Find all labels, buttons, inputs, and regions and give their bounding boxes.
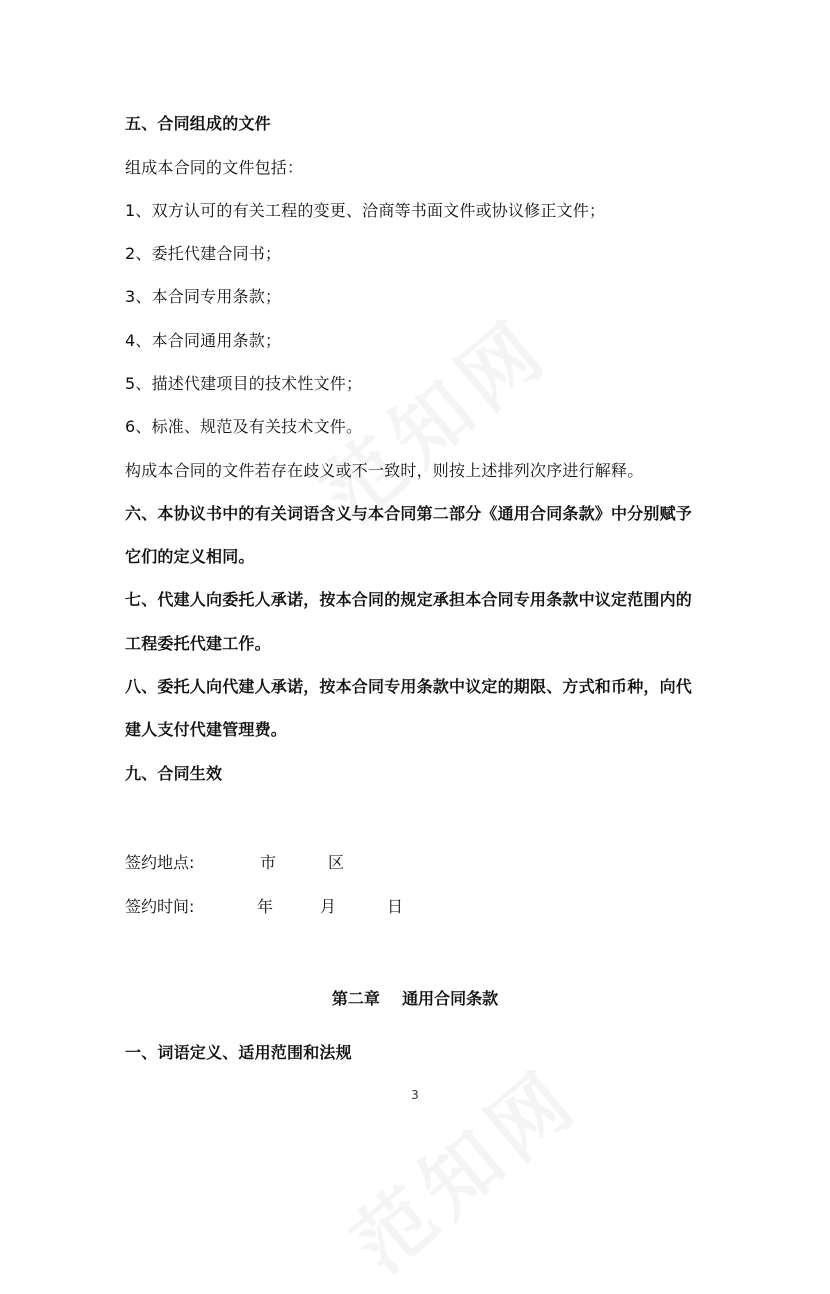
chapter-title bbox=[0, 988, 830, 1010]
page-number: 3 bbox=[411, 1088, 419, 1102]
signing-month: 月 bbox=[320, 897, 337, 916]
section-heading-6: 六、本协议书中的有关词语含义与本合同第二部分《通用合同条款》中分别赋予 bbox=[125, 504, 693, 523]
list-item: 4、本合同通用条款； bbox=[125, 331, 282, 350]
signing-day: 日 bbox=[387, 897, 404, 916]
paragraph-line: 构成本合同的文件若存在歧义或不一致时，则按上述排列次序进行解释。 bbox=[125, 461, 644, 480]
list-item: 6、标准、规范及有关技术文件。 bbox=[125, 417, 363, 436]
section-heading-9: 九、合同生效 bbox=[125, 764, 223, 783]
section-heading-8-cont: 建人支付代建管理费。 bbox=[125, 720, 288, 739]
signing-year: 年 bbox=[257, 897, 274, 916]
chapter-number: 第二章 bbox=[331, 989, 380, 1008]
section-heading-6-cont: 它们的定义相同。 bbox=[125, 547, 255, 566]
list-item: 2、委托代建合同书； bbox=[125, 244, 282, 263]
section-heading-7-cont: 工程委托代建工作。 bbox=[125, 634, 271, 653]
paragraph-line: 组成本合同的文件包括： bbox=[125, 158, 304, 177]
section-heading-7: 七、代建人向委托人承诺，按本合同的规定承担本合同专用条款中议定范围内的 bbox=[125, 590, 693, 609]
list-item: 1、双方认可的有关工程的变更、洽商等书面文件或协议修正文件； bbox=[125, 201, 606, 220]
signing-city: 市 bbox=[260, 853, 277, 872]
list-item: 3、本合同专用条款； bbox=[125, 287, 282, 306]
chapter-name: 通用合同条款 bbox=[402, 989, 499, 1008]
section-heading-1: 一、词语定义、适用范围和法规 bbox=[125, 1043, 352, 1062]
signing-district: 区 bbox=[328, 853, 345, 872]
list-item: 5、描述代建项目的技术性文件； bbox=[125, 374, 363, 393]
signing-time-label: 签约时间: bbox=[125, 897, 195, 916]
section-heading-5: 五、合同组成的文件 bbox=[125, 114, 271, 133]
watermark bbox=[325, 1038, 599, 1294]
signing-place-label: 签约地点: bbox=[125, 853, 195, 872]
section-heading-8: 八、委托人向代建人承诺，按本合同专用条款中议定的期限、方式和币种，向代 bbox=[125, 677, 693, 696]
